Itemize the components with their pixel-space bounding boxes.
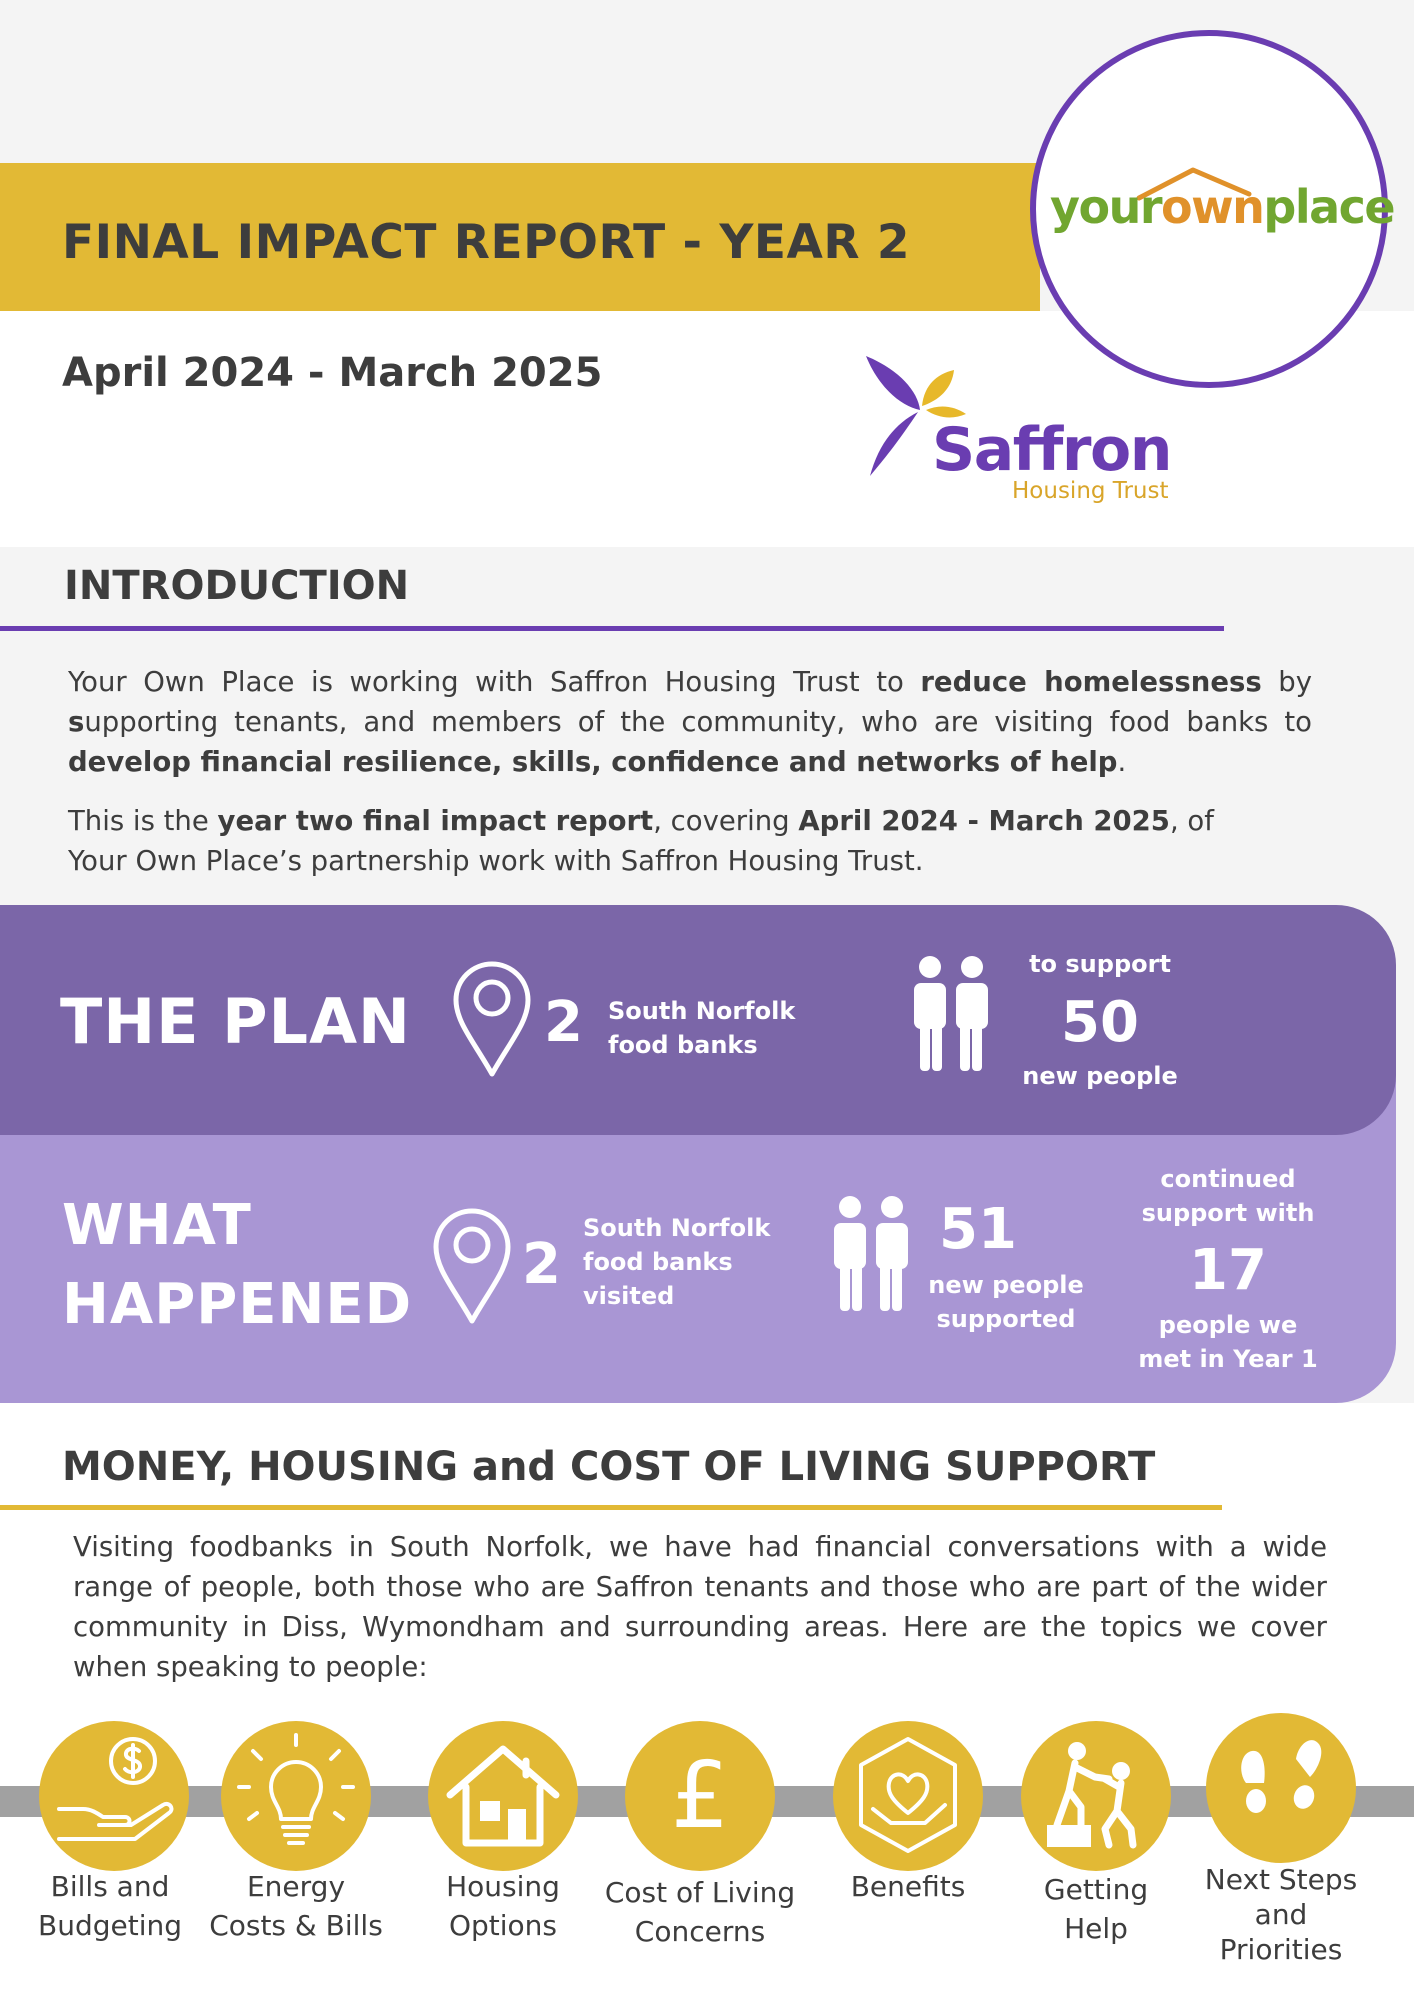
location-pin-icon — [430, 1205, 514, 1327]
saffron-wordmark: Saffron — [932, 415, 1171, 485]
happened-continued-label: continued support with — [1141, 1165, 1315, 1227]
pound-icon — [625, 1721, 775, 1871]
lightbulb-icon — [221, 1721, 371, 1871]
footsteps-icon — [1206, 1713, 1356, 1863]
topic-housing-circle — [428, 1721, 578, 1871]
your-own-place-wordmark: yourownplace — [1050, 180, 1395, 234]
topic-cost-of-living-label: Cost of Living Concerns — [604, 1876, 796, 1948]
introduction-paragraph-2: This is the year two final impact report, covering April 2024 - March 2025, of Your Own Place’s partnership work with Saffron Housing Trust. — [68, 805, 1214, 877]
money-heading: MONEY, HOUSING and COST OF LIVING SUPPORT — [62, 1444, 1156, 1490]
plan-food-banks-label: South Norfolk food banks — [608, 997, 796, 1059]
plan-food-banks-count: 2 — [544, 990, 583, 1055]
house-icon — [428, 1721, 578, 1871]
topic-next-steps-circle — [1206, 1713, 1356, 1863]
topic-housing-label: Housing Options — [446, 1870, 560, 1942]
people-icon — [832, 1195, 912, 1313]
happened-continued-count: 17 — [1189, 1238, 1267, 1303]
happened-new-people-count: 51 — [939, 1197, 1017, 1262]
people-icon — [912, 955, 992, 1073]
money-divider — [0, 1505, 1222, 1510]
introduction-paragraph-1: Your Own Place is working with Saffron Housing Trust to reduce homelessness by supporting tenants, and members of the community, who are visiting food banks to develop financial resilience, skills, confidence and networks of help. — [68, 666, 1312, 778]
topic-energy-label: Energy Costs & Bills — [209, 1870, 383, 1942]
topic-benefits-circle — [833, 1721, 983, 1871]
helping-hand-icon — [1021, 1721, 1171, 1871]
topic-energy-circle — [221, 1721, 371, 1871]
plan-title: THE PLAN — [60, 985, 411, 1058]
topic-bills-budgeting-label: Bills and Budgeting — [37, 1870, 182, 1942]
plan-people-count: 50 — [1061, 990, 1139, 1055]
plan-people-prefix: to support — [1029, 950, 1171, 978]
svg-text:£: £ — [670, 1742, 730, 1849]
report-title: FINAL IMPACT REPORT - YEAR 2 — [62, 215, 911, 270]
topic-cost-of-living-circle — [625, 1721, 775, 1871]
topic-benefits-label: Benefits — [850, 1870, 966, 1903]
what-happened-title-line-2: HAPPENED — [62, 1272, 413, 1337]
topic-getting-help-label: Getting Help — [1043, 1873, 1149, 1945]
topic-next-steps-label: Next Steps and Priorities — [1204, 1863, 1358, 1966]
introduction-heading: INTRODUCTION — [64, 563, 410, 609]
topic-bills-budgeting-circle — [39, 1721, 189, 1871]
happened-continued-suffix: people we met in Year 1 — [1138, 1311, 1318, 1373]
introduction-divider — [0, 626, 1224, 631]
hand-coin-icon — [39, 1721, 189, 1871]
happened-food-banks-label: South Norfolk food banks visited — [583, 1214, 771, 1310]
date-range: April 2024 - March 2025 — [62, 350, 603, 396]
money-paragraph: Visiting foodbanks in South Norfolk, we have had financial conversations with a wide range of people, both those who are Saffron tenants and those who are part of the wider community in Diss, Wymondham and surrounding areas. Here are the topics we cover when speaking to people: — [73, 1531, 1327, 1683]
heart-hand-icon — [833, 1721, 983, 1871]
happened-food-banks-count: 2 — [522, 1232, 561, 1297]
what-happened-title-line-1: WHAT — [62, 1193, 252, 1258]
saffron-subtitle: Housing Trust — [1012, 478, 1169, 504]
plan-people-suffix: new people — [1022, 1062, 1178, 1090]
location-pin-icon — [450, 958, 534, 1080]
happened-new-people-label: new people supported — [928, 1271, 1084, 1333]
topic-getting-help-circle — [1021, 1721, 1171, 1871]
